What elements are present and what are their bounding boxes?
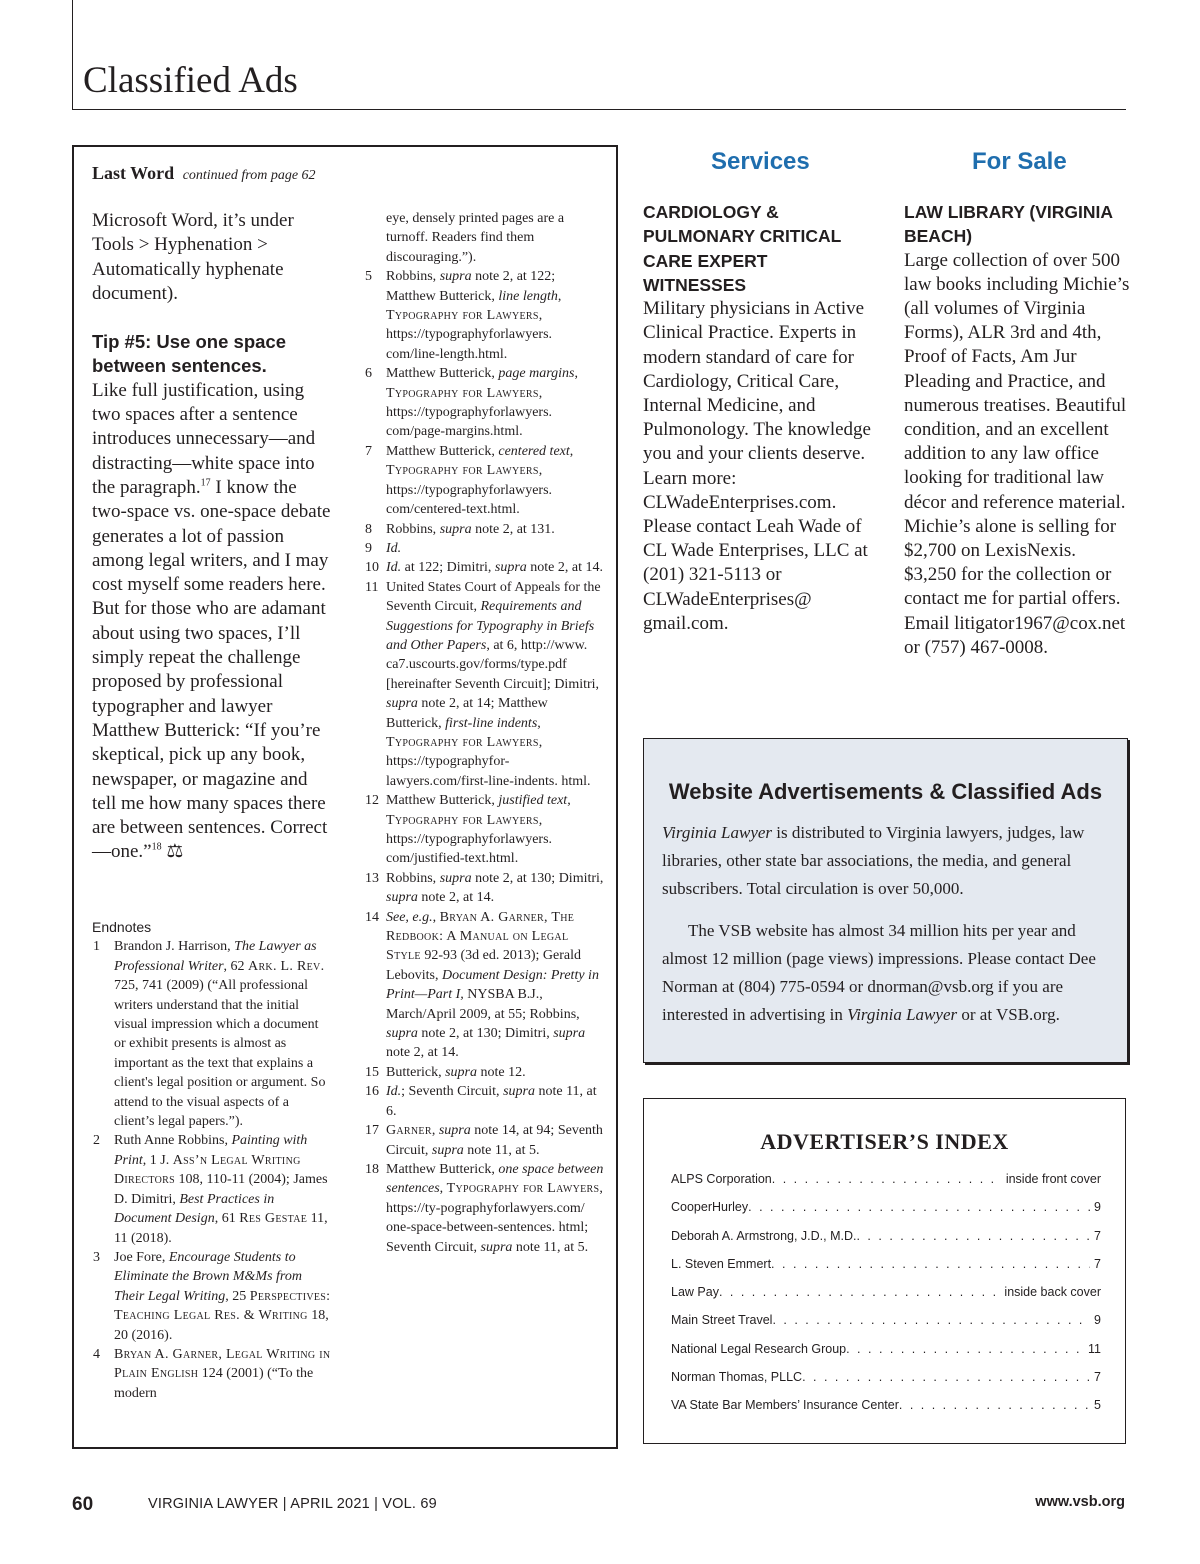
- advertiser-index-list: [671, 1165, 1101, 1420]
- scales-icon: ⚖: [166, 841, 184, 863]
- list-item: L. Steven Emmert . . . 7: [671, 1250, 1101, 1278]
- list-item: VA State Bar Members’ Insurance Center . . . 5: [671, 1391, 1101, 1419]
- endnotes: [92, 918, 332, 1403]
- endnote-13: 13 Robbins, supra note 2, at 130; Dimitri, supra note 2, at 14.: [365, 870, 604, 906]
- website-ads-title: Website Advertisements & Classified Ads: [668, 779, 1103, 804]
- magazine-name: Virginia Lawyer: [662, 823, 773, 842]
- services-ad: [643, 200, 871, 636]
- list-item: Law Pay . . . inside back cover: [671, 1278, 1101, 1306]
- website-ads-p2-text: The VSB website has almost 34 million hits per year and almost 12 million (page views) impressions. Please contact Dee Norman at (804) 775-0594 or dnorman@vsb.org if you are interested in advertising in: [662, 921, 1096, 1024]
- website-ads-paragraph-2: [662, 917, 1112, 1029]
- advertiser-index-title: ADVERTISER’S INDEX: [760, 1129, 1009, 1154]
- website-ads-p2-end: or at VSB.org.: [957, 1005, 1060, 1024]
- body-part-1: Like full justification, using two spaces after a sentence introduces unnecessary—and distracting—white space into the paragraph.: [92, 379, 316, 498]
- top-left-rule: [72, 0, 73, 110]
- continued-note: continued from page 62: [182, 168, 316, 183]
- body-part-2: I know the two-space vs. one-space debate generates a lot of passion among legal writers, and I may cost myself some readers here. But for those who are adamant about using two spaces, I’ll simply repeat the challenge proposed by professional typographer and lawyer Matthew Butterick: “If you’re skeptical, pick up any book, newspaper, or magazine and tell me how many spaces there are between sentences. Correct—one.”: [92, 476, 331, 863]
- endnotes-title: Endnotes: [92, 919, 152, 935]
- list-item: CooperHurley . . . 9: [671, 1193, 1101, 1221]
- website-ads-p1-text: is distributed to Virginia lawyers, judges, law libraries, other state bar associations, the media, and general subscribers. Total circulation is over 50,000.: [662, 823, 1085, 898]
- endnote-3: 3 Joe Fore, Encourage Students to Eliminate the Brown M&Ms from Their Legal Writing, 25 Perspectives: Teaching Legal Res. & Writing 18, 20 (2016).: [93, 1249, 331, 1343]
- website-ads-box: [643, 738, 1128, 1063]
- list-item: Main Street Travel . . . 9: [671, 1306, 1101, 1334]
- footnote-ref-17: 17: [200, 477, 211, 489]
- endnote-9: 9 Id.: [365, 540, 402, 556]
- endnotes-column-2: [364, 209, 606, 1257]
- endnote-11: 11 United States Court of Appeals for the Seventh Circuit, Requirements and Suggestions for Typography in Briefs and Other Papers, at 6, http://www. ca7.uscourts.gov/forms/type.pdf [hereinafter Seventh Circuit]; Dimitri, supra note 2, at 14; Matthew Butterick, first-line indents, Typography for Lawyers, https://typographyfor-lawyers.com/first-line-indents. html.: [365, 579, 601, 789]
- title-rule: [72, 109, 1126, 110]
- footnote-ref-18: 18: [151, 842, 162, 854]
- website-ads-paragraph-1: [662, 819, 1112, 903]
- endnote-7: 7 Matthew Butterick, centered text, Typography for Lawyers, https://typographyforlawyers. com/centered-text.html.: [365, 443, 574, 518]
- article-column: [92, 209, 332, 865]
- last-word-box: [72, 145, 618, 1449]
- page-title: Classified Ads: [83, 60, 298, 101]
- endnote-4: 4 Bryan A. Garner, Legal Writing in Plain English 124 (2001) (“To the modern: [93, 1346, 331, 1401]
- last-word-label: Last Word: [92, 163, 175, 183]
- services-ad-body: Military physicians in Active Clinical Practice. Experts in modern standard of care for Cardiology, Critical Care, Internal Medicine, and Pulmonology. The knowledge you and your clients deserve. Learn more: CLWadeEnterprises.com. Please contact Leah Wade of CL Wade Enterprises, LLC at (201) 321-5113 or CLWadeEnterprises@ gmail.com.: [643, 298, 871, 634]
- for-sale-heading: For Sale: [972, 148, 1067, 175]
- article-intro: Microsoft Word, it’s under Tools > Hyphenation > Automatically hyphenate document).: [92, 210, 294, 304]
- last-word-heading: [92, 163, 316, 184]
- for-sale-ad-body: Large collection of over 500 law books including Michie’s (all volumes of Virginia Forms), ALR 3rd and 4th, Proof of Facts, Am Jur Pleading and Practice, and numerous treatises. Beautiful condition, and an excellent addition to any law office looking for traditional law décor and reference material. Michie’s alone is selling for $2,700 on LexisNexis. $3,250 for the collection or contact me for partial offers. Email litigator1967@cox.net or (757) 467-0008.: [904, 249, 1130, 658]
- endnote-5: 5 Robbins, supra note 2, at 122; Matthew Butterick, line length, Typography for Lawyers, https://typographyforlawyers. com/line-length.html.: [365, 269, 562, 362]
- endnote-6: 6 Matthew Butterick, page margins, Typography for Lawyers, https://typographyforlawyers. com/page-margins.html.: [365, 366, 578, 440]
- endnote-2: 2 Ruth Anne Robbins, Painting with Print, 1 J. Ass’n Legal Writing Directors 108, 110-11 (2004); James D. Dimitri, Best Practices in Document Design, 61 Res Gestae 11, 11 (2018).: [93, 1133, 328, 1246]
- endnote-10: 10 Id. at 122; Dimitri, supra note 2, at 14.: [365, 560, 604, 576]
- page-number: 60: [72, 1494, 94, 1515]
- article-body: [92, 379, 332, 865]
- endnote-1: 1 Brandon J. Harrison, The Lawyer as Professional Writer, 62 Ark. L. Rev. 725, 741 (2009) (“All professional writers understand that the initial visual impression which a document or exhibit presents is almost as important as the text that explains a client's legal position or argument. So attend to the visual aspects of a client’s legal papers.”).: [93, 939, 326, 1130]
- tip-heading: Tip #5: Use one space between sentences.: [92, 331, 286, 377]
- endnote-4-continued: eye, densely printed pages are a turnoff. Readers find them discouraging.”).: [386, 211, 565, 265]
- for-sale-ad-title: LAW LIBRARY (VIRGINIA BEACH): [904, 202, 1113, 247]
- endnote-18: 18 Matthew Butterick, one space between sentences, Typography for Lawyers, https://ty-pographyforlawyers.com/ one-space-between-sentences. html; Seventh Circuit, supra note 11, at 5.: [365, 1161, 604, 1255]
- list-item: Norman Thomas, PLLC . . . 7: [671, 1363, 1101, 1391]
- endnote-14: 14 See, e.g., Bryan A. Garner, The Redbook: A Manual on Legal Style 92-93 (3d ed. 2013); Gerald Lebovits, Document Design: Pretty in Print—Part I, NYSBA B.J., March/April 2009, at 55; Robbins, supra note 2, at 130; Dimitri, supra note 2, at 14.: [365, 909, 599, 1061]
- list-item: ALPS Corporation . . . inside front cover: [671, 1165, 1101, 1193]
- endnote-12: 12 Matthew Butterick, justified text, Typography for Lawyers, https://typographyforlawyers. com/justified-text.html.: [365, 793, 571, 867]
- magazine-name-2: Virginia Lawyer: [847, 1005, 958, 1024]
- services-ad-title: CARDIOLOGY & PULMONARY CRITICAL CARE EXPERT WITNESSES: [643, 202, 842, 295]
- publication-info: VIRGINIA LAWYER | APRIL 2021 | VOL. 69: [148, 1496, 437, 1512]
- list-item: Deborah A. Armstrong, J.D., M.D. . . . 7: [671, 1222, 1101, 1250]
- for-sale-ad: [904, 200, 1132, 660]
- website-link[interactable]: www.vsb.org: [1035, 1494, 1125, 1510]
- advertiser-index-box: [643, 1098, 1126, 1444]
- endnote-8: 8 Robbins, supra note 2, at 131.: [365, 521, 555, 537]
- endnote-17: 17 Garner, supra note 14, at 94; Seventh Circuit, supra note 11, at 5.: [365, 1123, 603, 1158]
- endnote-16: 16 Id.; Seventh Circuit, supra note 11, at 6.: [365, 1084, 597, 1119]
- services-heading: Services: [711, 148, 810, 175]
- list-item: National Legal Research Group . . . 11: [671, 1335, 1101, 1363]
- endnote-15: 15 Butterick, supra note 12.: [365, 1064, 526, 1080]
